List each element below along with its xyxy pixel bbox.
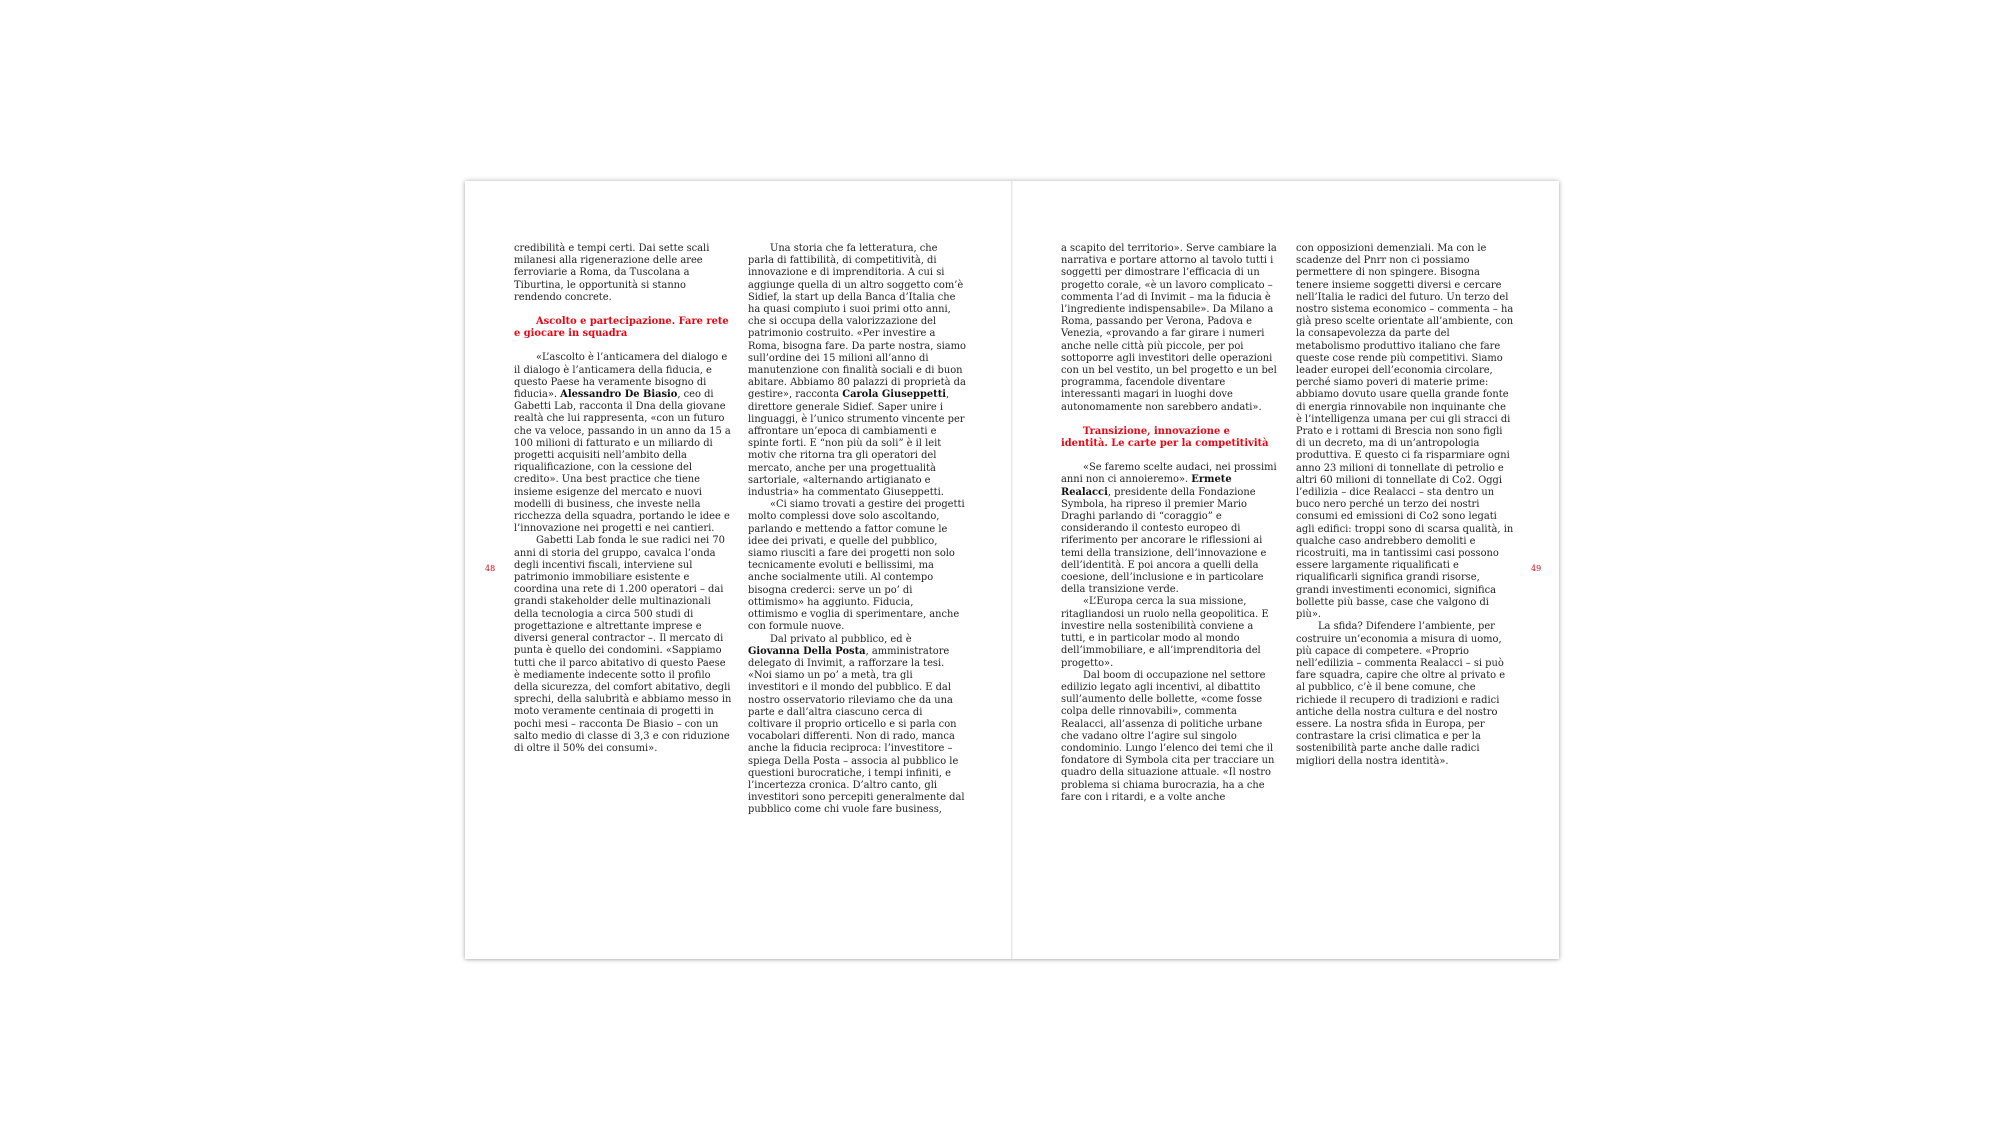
text-run: «L’ascolto è l’anticamera del dialogo e il dialogo è l’anticamera della fiducia, e questo Paese ha veramente bisogno di fiducia». (514, 352, 728, 401)
magazine-spread (465, 181, 1559, 959)
text-run: , presidente della Fondazione Symbola, ha ripreso il premier Mario Draghi parlando di “coraggio” e considerando il contesto europeo di riferimento per ancorare le riflessioni ai temi della transizione, dell’innovazione e dell’identità. E poi ancora a quelli della coesione, dell’inclusione e in particolare della transizione verde. (1061, 486, 1267, 596)
paragraph (1061, 596, 1279, 669)
text-run: Una storia che fa letteratura, che parla di fattibilità, di competitività, di innovazione e di imprenditoria. A cui si aggiunge quella di un altro soggetto com’è Sidief, la start up della Banca d’Italia che ha quasi compiuto i suoi primi otto anni, che si occupa della valorizzazione del patrimonio costruito. «Per investire a Roma, bisogna fare. Da parte nostra, siamo sull’ordine dei 15 milioni all’anno di manutenzione con finalità sociali e di buon abitare. Abbiamo 80 palazzi di proprietà da gestire», racconta (748, 243, 966, 401)
text-run: con opposizioni demenziali. Ma con le scadenze del Pnrr non ci possiamo permettere di non spingere. Bisogna tenere insieme soggetti diversi e cercare nell’Italia le radici del futuro. Un terzo del nostro sistema economico – commenta – ha già preso scelte orientate all’ambiente, con la consapevolezza da parte del metabolismo produttivo italiano che fare queste cose rende più competitivi. Siamo leader europei dell’economia circolare, perché siamo poveri di materie prime: abbiamo dovuto usare quella grande fonte di energia rinnovabile non inquinante che è l’intelligenza umana per cui gli stracci di Prato e i rottami di Brescia non sono figli di un decreto, ma di un’antropologia produttiva. E questo ci fa risparmiare ogni anno 23 milioni di tonnellate di petrolio e altri 60 milioni di tonnellate di Co2. Oggi l’edilizia – dice Realacci – sta dentro un buco nero perché un terzo dei nostri consumi ed emissioni di Co2 sono legati agli edifici: troppi sono di scarsa qualità, in qualche caso andrebbero demoliti e ricostruiti, ma in tantissimi casi possono essere largamente riqualificati e riqualificarli significa grandi risorse, grandi investimenti economici, significa bollette più basse, case che valgono di più». (1296, 243, 1514, 621)
person-name: Giovanna Della Posta (748, 645, 866, 657)
paragraph (514, 243, 732, 304)
text-column-2 (748, 243, 966, 817)
text-run: , direttore generale Sidief. Saper unire i linguaggi, è l’unico strumento vincente per affrontare un’epoca di cambiamenti e spinte forti. E “non più da soli” è il leit motiv che ritorna tra gli operatori del mercato, anche per una progettualità sartoriale, «alternando artigianato e industria» ha commentato Giuseppetti. (748, 389, 965, 499)
paragraph (1061, 670, 1279, 804)
paragraph (514, 535, 732, 755)
text-run: «Ci siamo trovati a gestire dei progetti molto complessi dove solo ascoltando, parlando e mettendo a fattor comune le idee dei privati, e quelle del pubblico, siamo riusciti a fare dei progetti non solo tecnicamente evoluti e bellissimi, ma anche socialmente utili. Al contempo bisogna crederci: serve un po’ di ottimismo» ha aggiunto. Fiducia, ottimismo e voglia di sperimentare, anche con formule nuove. (748, 499, 965, 633)
text-run: credibilità e tempi certi. Dai sette scali milanesi alla rigenerazione delle aree ferroviarie a Roma, da Tuscolana a Tiburtina, le opportunità si stanno rendendo concrete. (514, 243, 710, 303)
text-run: «L’Europa cerca la sua missione, ritagliandosi un ruolo nella geopolitica. E investire nella sostenibilità conviene a tutti, e in particolar modo al mondo dell’immobiliare, e all’imprenditoria del progetto». (1061, 596, 1269, 669)
text-column-1 (514, 243, 732, 755)
section-heading: Transizione, innovazione e identità. Le carte per la competitività (1061, 425, 1269, 450)
page-gutter (1011, 181, 1013, 959)
text-column-4 (1296, 243, 1514, 768)
text-run: La sfida? Difendere l’ambiente, per costruire un’economia a misura di uomo, più capace di competere. «Proprio nell’edilizia – commenta Realacci – si può fare squadra, capire che oltre al privato e al pubblico, c’è il bene comune, che richiede il recupero di tradizioni e radici antiche della nostra cultura e del nostro essere. La nostra sfida in Europa, per contrastare la crisi climatica e per la sostenibilità parte anche dalle radici migliori della nostra identità». (1296, 621, 1506, 767)
text-run: , ceo di Gabetti Lab, racconta il Dna della giovane realtà che lui rappresenta, «con un futuro che va veloce, passando in un anno da 15 a 100 milioni di fatturato e un miliardo di progetti acquisiti nell’ambito della riqualificazione, con la cessione del credito». Una best practice che tiene insieme esigenze del mercato e nuovi modelli di business, che investe nella ricchezza della squadra, portando le idee e l’innovazione nei progetti e nei cantieri. (514, 389, 731, 535)
paragraph (1296, 243, 1514, 621)
paragraph (514, 352, 732, 535)
paragraph (748, 499, 966, 633)
paragraph (1061, 462, 1279, 596)
text-run: Dal privato al pubblico, ed è (770, 633, 912, 645)
section-heading: Ascolto e partecipazione. Fare rete e giocare in squadra (514, 316, 729, 340)
paragraph (1061, 243, 1279, 414)
text-column-3 (1061, 243, 1279, 804)
paragraph (748, 243, 966, 499)
text-run: «Se faremo scelte audaci, nei prossimi anni non ci annoieremo». (1061, 462, 1277, 486)
text-run: a scapito del territorio». Serve cambiare la narrativa e portare attorno al tavolo tutti i soggetti per dimostrare l’efficacia di un progetto corale, «è un lavoro complicato – commenta l’ad di Invimit – ma la fiducia è l’ingrediente indispensabile». Da Milano a Roma, passando per Verona, Padova e Venezia, «provando a far girare i numeri anche nelle città più piccole, per poi sottoporre agli investitori delle operazioni con un bel vestito, un bel progetto e un bel programma, facendole diventare interessanti magari in luoghi dove autonomamente non sarebbero andati». (1061, 243, 1277, 413)
left-page-number: 48 (485, 564, 496, 573)
person-name: Carola Giuseppetti (842, 389, 947, 401)
paragraph (748, 634, 966, 817)
text-run: , amministratore delegato di Invimit, a rafforzare la tesi. «Noi siamo un po’ a metà, tra gli investitori e il mondo del pubblico. E dal nostro osservatorio rileviamo che da una parte e dall’altra ciascuno cerca di coltivare il proprio orticello e si parla con vocabolari differenti. Non di rado, manca anche la fiducia reciproca: l’investitore – spiega Della Posta – associa al pubblico le questioni burocratiche, i tempi infiniti, e l’incertezza cronica. D’altro canto, gli investitori sono percepiti generalmente dal pubblico come chi vuole fare business, (748, 645, 965, 816)
text-run: Gabetti Lab fonda le sue radici nei 70 anni di storia del gruppo, cavalca l’onda degli incentivi fiscali, interviene sul patrimonio immobiliare esistente e coordina una rete di 1.200 operatori – dai grandi stakeholder delle multinazionali della tecnologia a circa 500 studi di progettazione e altrettante imprese e diversi general contractor –. Il mercato di punta è quello dei condomini. «Sappiamo tutti che il parco abitativo di questo Paese è mediamente indecente sotto il profilo della sicurezza, del comfort abitativo, degli sprechi, della salubrità e abbiamo messo in moto veramente centinaia di progetti in pochi mesi – racconta De Biasio – con un salto medio di classe di 3,3 e con riduzione di oltre il 50% dei consumi». (514, 535, 732, 754)
text-run: Dal boom di occupazione nel settore edilizio legato agli incentivi, al dibattito sull’aumento delle bollette, «come fosse colpa delle rinnovabili», commenta Realacci, all’assenza di politiche urbane che vadano oltre l’agire sul singolo condominio. Lungo l’elenco dei temi che il fondatore di Symbola cita per tracciare un quadro della situazione attuale. «Il nostro problema si chiama burocrazia, ha a che fare con i ritardi, e a volte anche (1061, 669, 1275, 803)
paragraph (1296, 621, 1514, 767)
right-page-number: 49 (1531, 564, 1542, 573)
person-name: Alessandro De Biasio (560, 389, 678, 401)
person-name: Ermete Realacci (1061, 474, 1232, 498)
